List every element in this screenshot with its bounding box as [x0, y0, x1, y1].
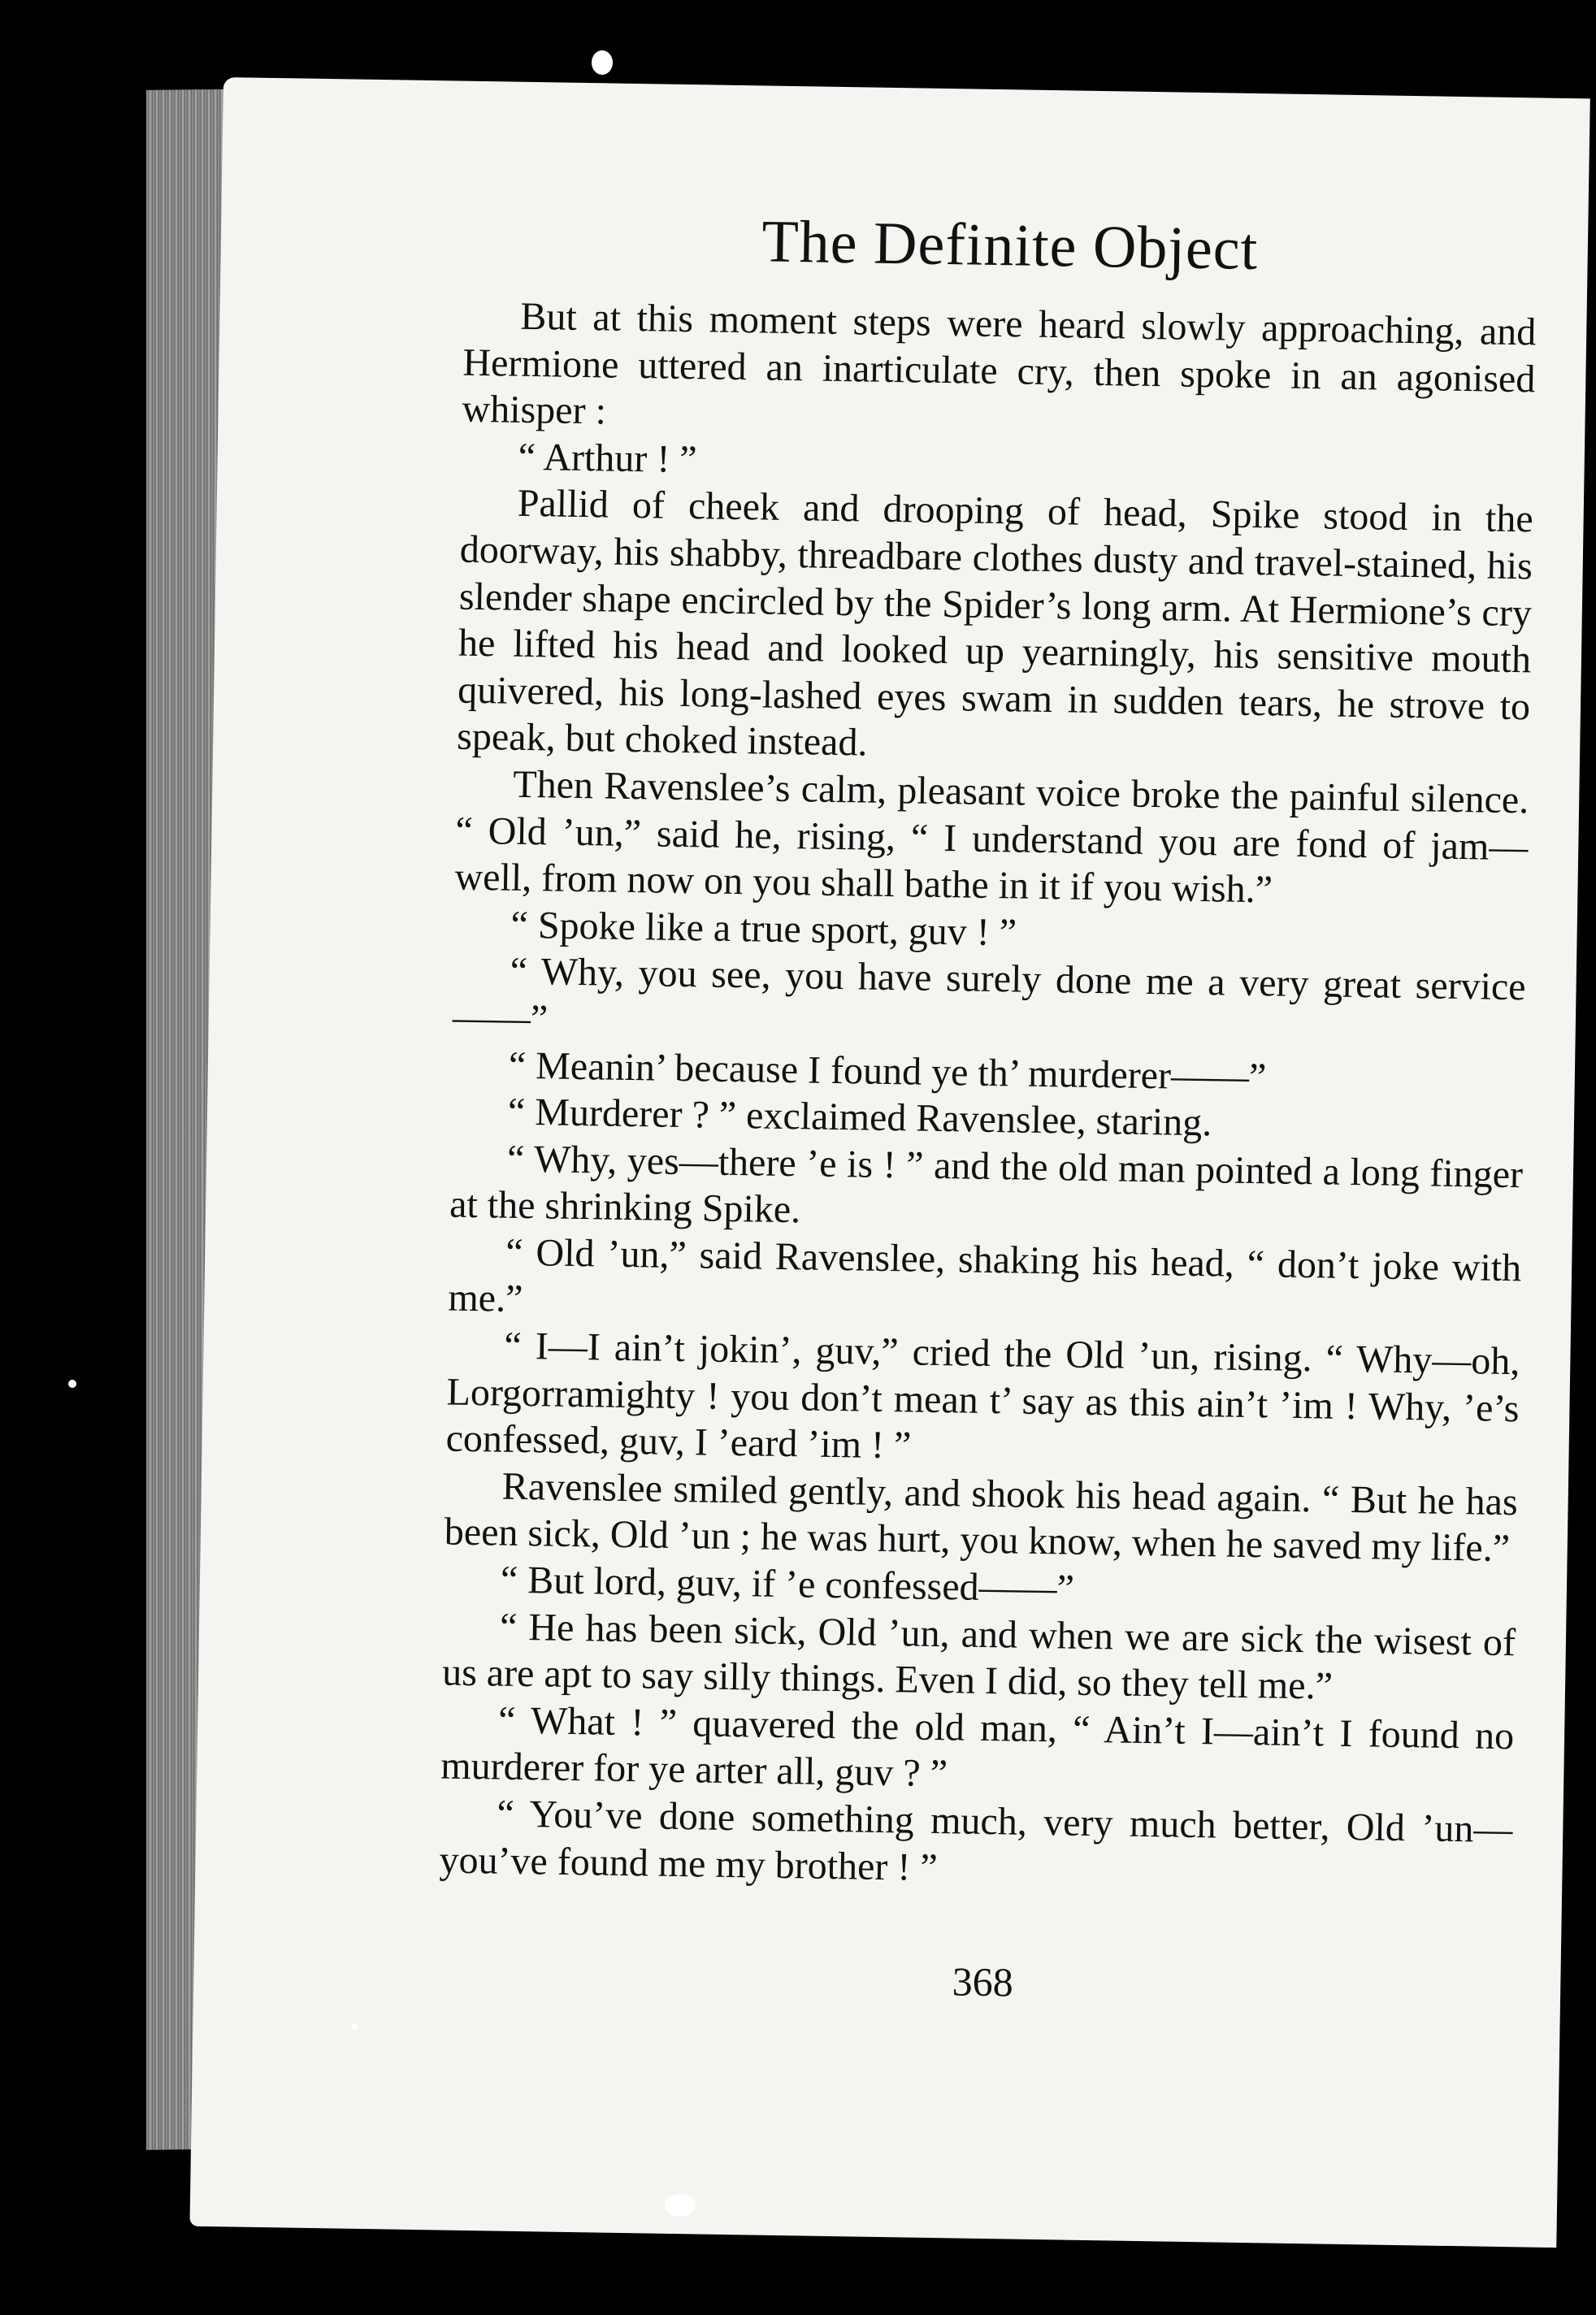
book-page	[189, 77, 1589, 2248]
running-head: The Definite Object	[761, 208, 1259, 284]
dust-speck	[68, 1380, 76, 1388]
paragraph: “ But lord, guv, if ’e confessed——”	[500, 1558, 1075, 1611]
paragraph: “ Spoke like a true sport, guv ! ”	[510, 903, 1017, 955]
dust-speck	[351, 2023, 358, 2030]
paragraph: Pallid of cheek and drooping of head, Spike stood in the doorway, his shabby, threadbare clothes dusty and travel-stained, his slender shape encircled by the Spider’s long arm. At Hermione’s cry he lifted his head and looked up yearningly, his sensitive mouth quivered, his long-lashed eyes swam in sudden tears, he strove to speak, but choked instead.	[456, 482, 1534, 765]
paragraph: “ Arthur ! ”	[518, 435, 698, 481]
paragraph: “ Meanin’ because I found ye th’ murderer——”	[508, 1043, 1267, 1099]
paragraph: “ I—I ain’t jokin’, guv,” cried the Old ’un, rising. “ Why—oh, Lorgorramighty ! you don’t mean t’ say as this ain’t ’im ! Why, ’e’s confessed, guv, I ’eard ’im ! ”	[445, 1324, 1520, 1467]
paragraph: “ Old ’un,” said Ravenslee, shaking his head, “ don’t joke with me.”	[448, 1230, 1522, 1321]
body-text	[439, 293, 1537, 1901]
paragraph: “ Murderer ? ” exclaimed Ravenslee, staring.	[507, 1090, 1212, 1145]
dust-speck	[592, 50, 613, 75]
dust-speck	[665, 2194, 696, 2217]
paragraph: “ He has been sick, Old ’un, and when we are sick the wisest of us are apt to say silly things. Even I did, so they tell me.”	[441, 1605, 1516, 1708]
paragraph: Ravenslee smiled gently, and shook his head again. “ But he has been sick, Old ’un ; he was hurt, you know, when he saved my life.”	[444, 1464, 1519, 1571]
paragraph: Then Ravenslee’s calm, pleasant voice broke the painful silence. “ Old ’un,” said he, rising, “ I understand you are fond of jam—well, from now on you shall bathe in it if you wish.”	[454, 762, 1529, 912]
paragraph: “ You’ve done something much, very much better, Old ’un—you’ve found me my brother ! ”	[439, 1792, 1513, 1889]
page-number: 368	[952, 1958, 1014, 2005]
paragraph: “ Why, yes—there ’e is ! ” and the old man pointed a long finger at the shrinking Spike.	[449, 1137, 1524, 1232]
paragraph: “ What ! ” quavered the old man, “ Ain’t I—ain’t I found no murderer for ye arter all, guv ? ”	[440, 1698, 1515, 1796]
paragraph: But at this moment steps were heard slowly approaching, and Hermione uttered an inarticulate cry, then spoke in an agonised whisper :	[462, 294, 1537, 433]
paragraph: “ Why, you see, you have surely done me a very great service——”	[452, 949, 1527, 1041]
